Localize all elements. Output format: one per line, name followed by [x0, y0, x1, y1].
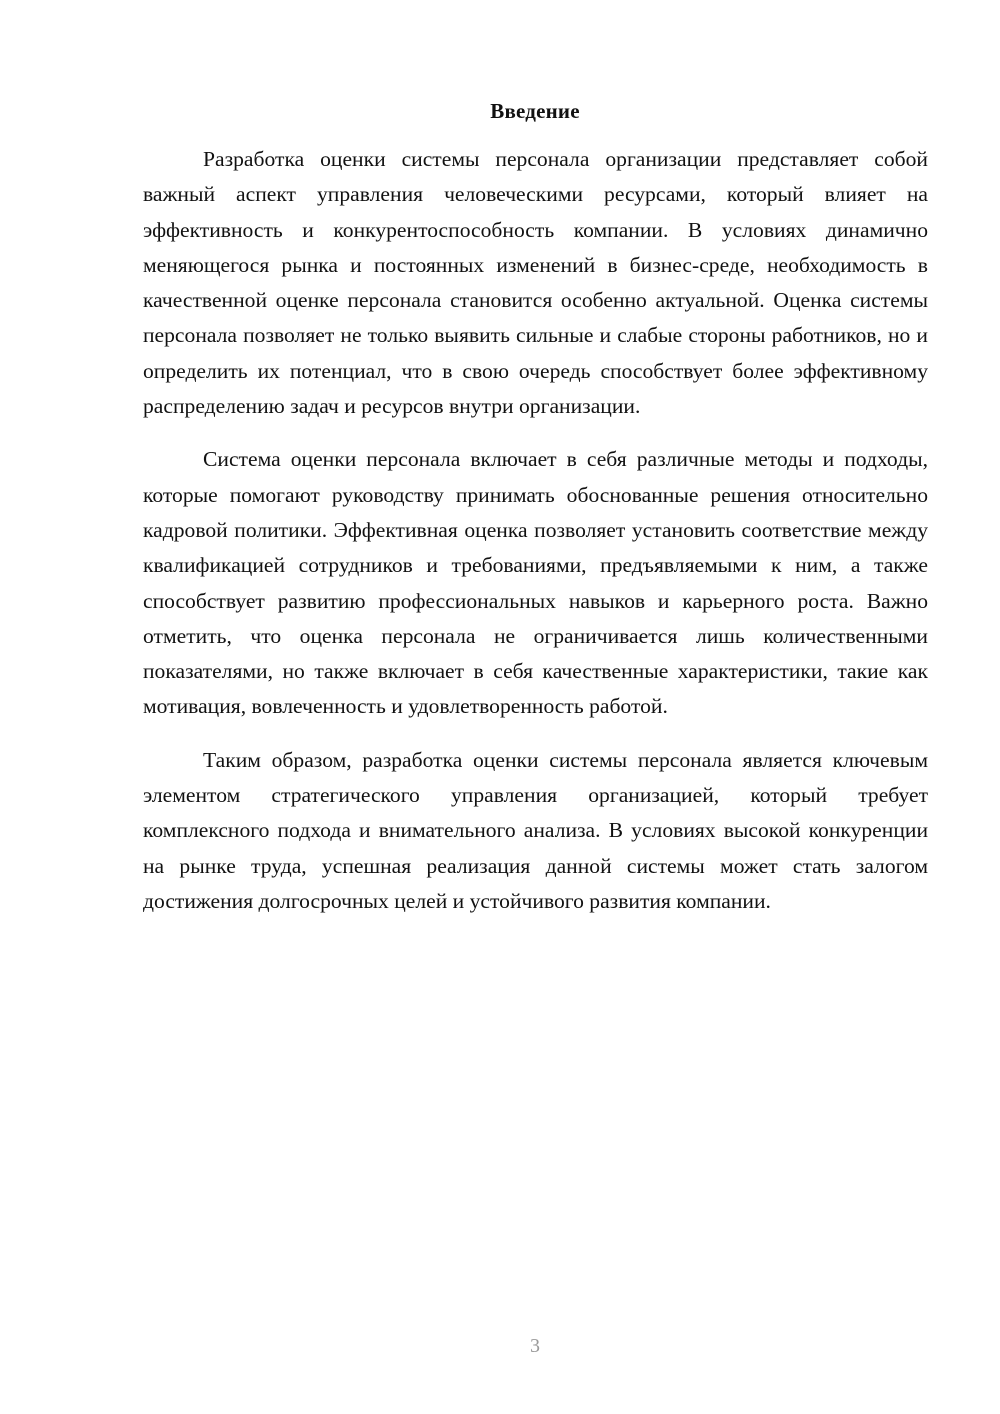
section-heading: Введение — [490, 99, 580, 123]
body-text — [143, 142, 928, 937]
paragraph-intro: Разработка оценки системы персонала организации представляет собой важный аспект управления человеческими ресурсами, который влияет на эффективность и конкурентоспособность компании. В условиях динамично меняющегося рынка и постоянных изменений в бизнес-среде, необходимость в качественной оценке персонала становится особенно актуальной. Оценка системы персонала позволяет не только выявить сильные и слабые стороны работников, но и определить их потенциал, что в свою очередь способствует более эффективному распределению задач и ресурсов внутри организации. — [143, 147, 928, 419]
paragraph-methods: Система оценки персонала включает в себя различные методы и подходы, которые помогают руководству принимать обоснованные решения относительно кадровой политики. Эффективная оценка позволяет установить соответствие между квалификацией сотрудников и требованиями, предъявляемыми к ним, а также способствует развитию профессиональных навыков и карьерного роста. Важно отметить, что оценка персонала не ограничивается лишь количественными показателями, но также включает в себя качественные характеристики, такие как мотивация, вовлеченность и удовлетворенность работой. — [143, 447, 928, 719]
paragraph-conclusion: Таким образом, разработка оценки системы персонала является ключевым элементом стратегического управления организацией, который требует комплексного подхода и внимательного анализа. В условиях высокой конкуренции на рынке труда, успешная реализация данной системы может стать залогом достижения долгосрочных целей и устойчивого развития компании. — [143, 747, 928, 913]
page-number: 3 — [530, 1335, 540, 1357]
